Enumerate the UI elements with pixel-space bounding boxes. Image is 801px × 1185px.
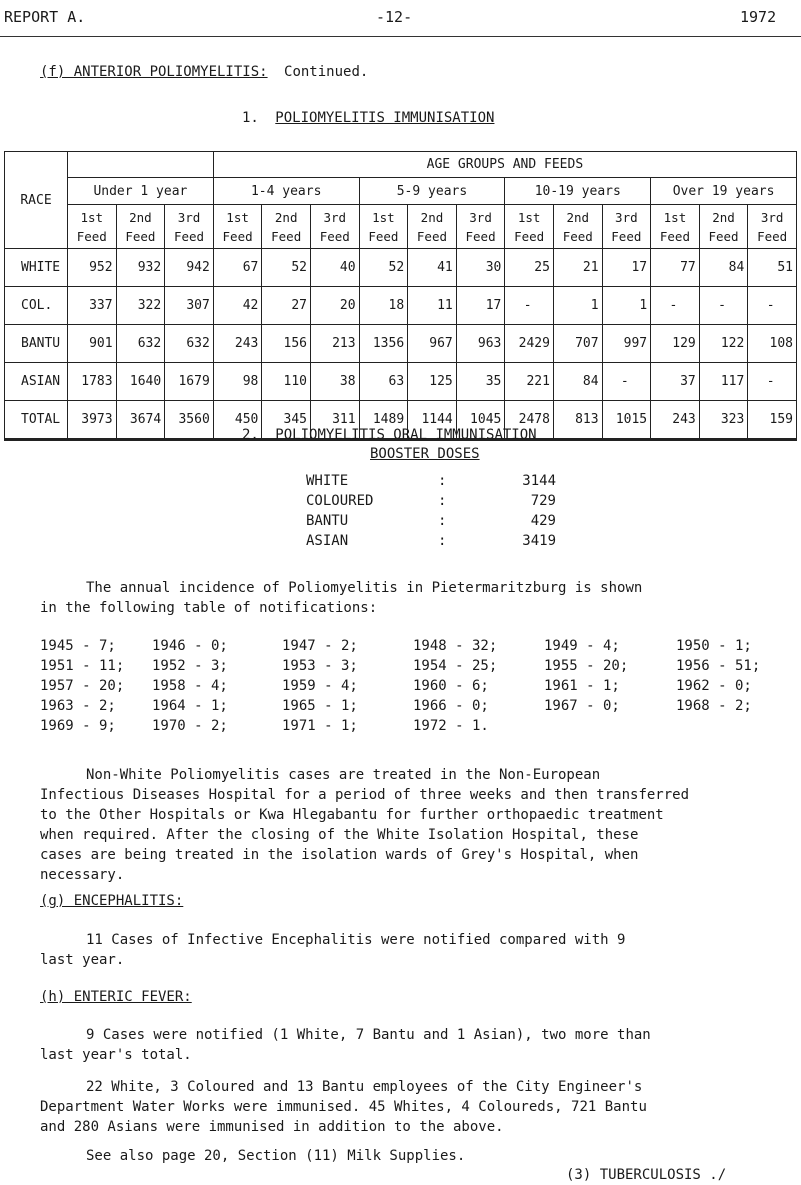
value-cell: 1045: [456, 401, 505, 440]
table-row: [5, 249, 797, 287]
section-h-heading: [40, 989, 192, 1005]
booster-value: 729: [530, 493, 556, 509]
non-white-paragraph: [40, 765, 689, 885]
paragraph-line: Infectious Diseases Hospital for a period of three weeks and then transferred: [40, 787, 690, 803]
value-cell: 3973: [68, 401, 117, 440]
feed-header: [651, 205, 700, 249]
booster-value: 3419: [522, 533, 556, 549]
feed-header: [748, 205, 797, 249]
feed-ordinal: 3rd: [323, 209, 347, 225]
booster-doses-list: [306, 471, 556, 551]
feed-ordinal: 2nd: [712, 209, 735, 225]
value-cell: 51: [748, 249, 797, 287]
age-group-header: Under 1 year: [68, 178, 214, 205]
paragraph-line: 11 Cases of Infective Encephalitis were notified compared with 9: [86, 932, 626, 948]
value-cell: 77: [651, 249, 700, 287]
value-cell: -: [699, 287, 748, 325]
value-cell: 21: [553, 249, 602, 287]
incidence-entry: 1960 - 6;: [413, 678, 489, 694]
value-cell: 813: [553, 401, 602, 440]
value-cell: 159: [748, 401, 797, 440]
value-cell: 52: [262, 249, 311, 287]
section-2-title: POLIOMYELITIS ORAL IMMUNISATION: [275, 427, 537, 443]
booster-label: COLOURED: [306, 493, 374, 509]
value-cell: 40: [310, 249, 359, 287]
paragraph-line: 9 Cases were notified (1 White, 7 Bantu and 1 Asian), two more than: [86, 1027, 651, 1043]
incidence-entry: 1954 - 25;: [413, 658, 498, 674]
incidence-entry: 1963 - 2;: [40, 698, 116, 714]
age-group-header: 10-19 years: [505, 178, 651, 205]
table-row: [5, 325, 797, 363]
value-cell: 108: [748, 325, 797, 363]
race-cell: WHITE: [5, 249, 68, 287]
value-cell: 17: [456, 287, 505, 325]
section-f-suffix: Continued.: [284, 64, 369, 80]
feed-ordinal: 1st: [226, 209, 249, 225]
booster-row: [306, 531, 556, 551]
value-cell: 38: [310, 363, 359, 401]
race-cell: BANTU: [5, 325, 68, 363]
booster-label: BANTU: [306, 513, 349, 529]
incidence-entry: 1969 - 9;: [40, 718, 116, 734]
race-header: RACE: [5, 152, 68, 249]
incidence-entry: 1957 - 20;: [40, 678, 125, 694]
incidence-table: [0, 638, 801, 748]
value-cell: 901: [68, 325, 117, 363]
paragraph-line: last year.: [40, 952, 125, 968]
feed-ordinal: 2nd: [566, 209, 590, 225]
next-section-pointer: (3) TUBERCULOSIS ./: [566, 1167, 727, 1183]
value-cell: 27: [262, 287, 311, 325]
value-cell: 37: [651, 363, 700, 401]
section-h-label: (h) ENTERIC FEVER:: [40, 989, 192, 1005]
value-cell: 1: [602, 287, 651, 325]
value-cell: 84: [699, 249, 748, 287]
report-label: REPORT A.: [4, 8, 86, 26]
incidence-entry: 1971 - 1;: [282, 718, 358, 734]
incidence-entry: 1962 - 0;: [676, 678, 752, 694]
feeds-row: [5, 205, 797, 249]
value-cell: 632: [165, 325, 214, 363]
feed-header: [408, 205, 457, 249]
value-cell: 1783: [68, 363, 117, 401]
incidence-entry: 1948 - 32;: [413, 638, 498, 654]
feed-header: [602, 205, 651, 249]
incidence-entry: 1965 - 1;: [282, 698, 358, 714]
value-cell: 63: [359, 363, 408, 401]
feed-ordinal: 3rd: [760, 209, 784, 225]
feed-word: Feed: [222, 228, 253, 244]
paragraph-line: cases are being treated in the isolation wards of Grey's Hospital, when: [40, 847, 639, 863]
feed-word: Feed: [708, 228, 739, 244]
section-2-title-line2: [370, 446, 480, 462]
section-g-label: (g) ENCEPHALITIS:: [40, 893, 184, 909]
paragraph-line: necessary.: [40, 867, 125, 883]
value-cell: 41: [408, 249, 457, 287]
table-row: [5, 287, 797, 325]
age-groups-header: AGE GROUPS AND FEEDS: [213, 152, 796, 178]
age-group-header: 5-9 years: [359, 178, 505, 205]
booster-separator: :: [438, 493, 447, 509]
feed-ordinal: 1st: [517, 209, 541, 225]
value-cell: 17: [602, 249, 651, 287]
value-cell: 129: [651, 325, 700, 363]
feed-word: Feed: [562, 228, 593, 244]
feed-word: Feed: [76, 228, 107, 244]
incidence-entry: 1950 - 1;: [676, 638, 752, 654]
value-cell: 952: [68, 249, 117, 287]
value-cell: 707: [553, 325, 602, 363]
incidence-entry: 1968 - 2;: [676, 698, 752, 714]
feed-header: [699, 205, 748, 249]
section-g-heading: [40, 893, 183, 909]
feed-word: Feed: [368, 228, 399, 244]
value-cell: 84: [553, 363, 602, 401]
feed-header: [553, 205, 602, 249]
value-cell: 632: [116, 325, 165, 363]
section-f-heading: [40, 64, 368, 80]
feed-word: Feed: [416, 228, 448, 244]
header-blank: [68, 152, 214, 178]
table-row: [5, 363, 797, 401]
booster-separator: :: [438, 533, 447, 549]
paragraph-line: and 280 Asians were immunised in addition to the above.: [40, 1119, 504, 1135]
value-cell: 345: [262, 401, 311, 440]
incidence-entry: 1946 - 0;: [152, 638, 228, 654]
value-cell: 1144: [408, 401, 457, 440]
value-cell: 3560: [165, 401, 214, 440]
value-cell: 243: [651, 401, 700, 440]
value-cell: 311: [310, 401, 359, 440]
paragraph-line: to the Other Hospitals or Kwa Hlegabantu for further orthopaedic treatment: [40, 807, 664, 823]
booster-separator: :: [438, 473, 447, 489]
value-cell: 932: [116, 249, 165, 287]
immunisation-table: [4, 151, 797, 441]
incidence-entry: 1959 - 4;: [282, 678, 358, 694]
value-cell: 117: [699, 363, 748, 401]
feed-ordinal: 3rd: [177, 209, 201, 225]
feed-header: [359, 205, 408, 249]
value-cell: 967: [408, 325, 457, 363]
value-cell: 213: [310, 325, 359, 363]
paragraph-line: when required. After the closing of the White Isolation Hospital, these: [40, 827, 639, 843]
booster-row: [306, 511, 556, 531]
incidence-entry: 1964 - 1;: [152, 698, 228, 714]
section-g-text: [40, 930, 625, 970]
feed-header: [505, 205, 554, 249]
value-cell: 156: [262, 325, 311, 363]
feed-header: [165, 205, 214, 249]
feed-ordinal: 3rd: [469, 209, 492, 225]
age-group-header: Over 19 years: [651, 178, 797, 205]
value-cell: 35: [456, 363, 505, 401]
feed-header: [310, 205, 359, 249]
section-1-heading: [242, 110, 494, 126]
section-1-number: 1.: [242, 110, 259, 126]
feed-word: Feed: [659, 228, 690, 244]
value-cell: -: [505, 287, 554, 325]
paragraph-line: Non-White Poliomyelitis cases are treated in the Non-European: [86, 767, 601, 783]
feed-word: Feed: [271, 228, 302, 244]
section-h-paragraph-2: [40, 1077, 647, 1137]
header-rule: [0, 36, 801, 37]
feed-word: Feed: [611, 228, 642, 244]
booster-row: [306, 471, 556, 491]
value-cell: 322: [116, 287, 165, 325]
section-2-number: 2.: [242, 427, 259, 443]
see-also-note: See also page 20, Section (11) Milk Supplies.: [86, 1148, 466, 1164]
value-cell: 18: [359, 287, 408, 325]
age-groups-row: [5, 178, 797, 205]
value-cell: 30: [456, 249, 505, 287]
feed-header: [116, 205, 165, 249]
race-cell: COL.: [5, 287, 68, 325]
value-cell: 52: [359, 249, 408, 287]
value-cell: 1: [553, 287, 602, 325]
feed-word: Feed: [173, 228, 205, 244]
booster-value: 429: [530, 513, 556, 529]
feed-word: Feed: [757, 228, 788, 244]
value-cell: -: [748, 363, 797, 401]
value-cell: 1356: [359, 325, 408, 363]
value-cell: 942: [165, 249, 214, 287]
value-cell: 42: [213, 287, 262, 325]
booster-separator: :: [438, 513, 447, 529]
section-f-title: (f) ANTERIOR POLIOMYELITIS:: [40, 64, 268, 80]
value-cell: 450: [213, 401, 262, 440]
value-cell: 323: [699, 401, 748, 440]
value-cell: 11: [408, 287, 457, 325]
value-cell: 1015: [602, 401, 651, 440]
section-h-paragraph-1: [40, 1025, 651, 1065]
incidence-entry: 1953 - 3;: [282, 658, 358, 674]
feed-word: Feed: [125, 228, 156, 244]
value-cell: 25: [505, 249, 554, 287]
incidence-entry: 1951 - 11;: [40, 658, 125, 674]
value-cell: 98: [213, 363, 262, 401]
value-cell: 3674: [116, 401, 165, 440]
report-year: 1972: [740, 8, 777, 26]
value-cell: -: [651, 287, 700, 325]
feed-ordinal: 1st: [372, 209, 395, 225]
feed-header: [262, 205, 311, 249]
feed-ordinal: 3rd: [615, 209, 638, 225]
incidence-entry: 1970 - 2;: [152, 718, 228, 734]
incidence-entry: 1947 - 2;: [282, 638, 358, 654]
value-cell: 243: [213, 325, 262, 363]
value-cell: 2429: [505, 325, 554, 363]
value-cell: 110: [262, 363, 311, 401]
incidence-entry: 1949 - 4;: [544, 638, 620, 654]
booster-label: WHITE: [306, 473, 349, 489]
feed-ordinal: 2nd: [420, 209, 444, 225]
incidence-intro-line1: The annual incidence of Poliomyelitis in Pietermaritzburg is shown: [86, 580, 643, 596]
feed-ordinal: 2nd: [129, 209, 152, 225]
booster-row: [306, 491, 556, 511]
value-cell: 67: [213, 249, 262, 287]
feed-header: [68, 205, 117, 249]
booster-value: 3144: [522, 473, 556, 489]
incidence-intro-line2: in the following table of notifications:: [40, 600, 378, 616]
paragraph-line: Department Water Works were immunised. 45 Whites, 4 Coloureds, 721 Bantu: [40, 1099, 647, 1115]
value-cell: 20: [310, 287, 359, 325]
section-2-title-line1: [242, 427, 537, 443]
value-cell: 221: [505, 363, 554, 401]
incidence-entry: 1956 - 51;: [676, 658, 761, 674]
incidence-entry: 1972 - 1.: [413, 718, 489, 734]
feed-header: [456, 205, 505, 249]
value-cell: 125: [408, 363, 457, 401]
feed-ordinal: 1st: [663, 209, 687, 225]
race-cell: ASIAN: [5, 363, 68, 401]
incidence-entry: 1958 - 4;: [152, 678, 228, 694]
value-cell: 307: [165, 287, 214, 325]
value-cell: 1489: [359, 401, 408, 440]
value-cell: 963: [456, 325, 505, 363]
section-1-title: POLIOMYELITIS IMMUNISATION: [275, 110, 495, 126]
value-cell: -: [602, 363, 651, 401]
value-cell: 1640: [116, 363, 165, 401]
value-cell: 997: [602, 325, 651, 363]
value-cell: 1679: [165, 363, 214, 401]
feed-ordinal: 2nd: [274, 209, 298, 225]
value-cell: 2478: [505, 401, 554, 440]
incidence-entry: 1967 - 0;: [544, 698, 620, 714]
feed-header: [213, 205, 262, 249]
value-cell: 122: [699, 325, 748, 363]
page-number: -12-: [376, 8, 413, 26]
incidence-entry: 1966 - 0;: [413, 698, 489, 714]
feed-ordinal: 1st: [80, 209, 104, 225]
paragraph-line: 22 White, 3 Coloured and 13 Bantu employees of the City Engineer's: [86, 1079, 643, 1095]
feed-word: Feed: [465, 228, 496, 244]
age-group-header: 1-4 years: [213, 178, 359, 205]
paragraph-line: last year's total.: [40, 1047, 192, 1063]
incidence-entry: 1952 - 3;: [152, 658, 228, 674]
race-cell: TOTAL: [5, 401, 68, 440]
feed-word: Feed: [319, 228, 350, 244]
feed-word: Feed: [514, 228, 545, 244]
incidence-entry: 1945 - 7;: [40, 638, 116, 654]
incidence-entry: 1961 - 1;: [544, 678, 620, 694]
value-cell: 337: [68, 287, 117, 325]
value-cell: -: [748, 287, 797, 325]
incidence-entry: 1955 - 20;: [544, 658, 629, 674]
section-2-subtitle: BOOSTER DOSES: [370, 446, 480, 462]
booster-label: ASIAN: [306, 533, 349, 549]
